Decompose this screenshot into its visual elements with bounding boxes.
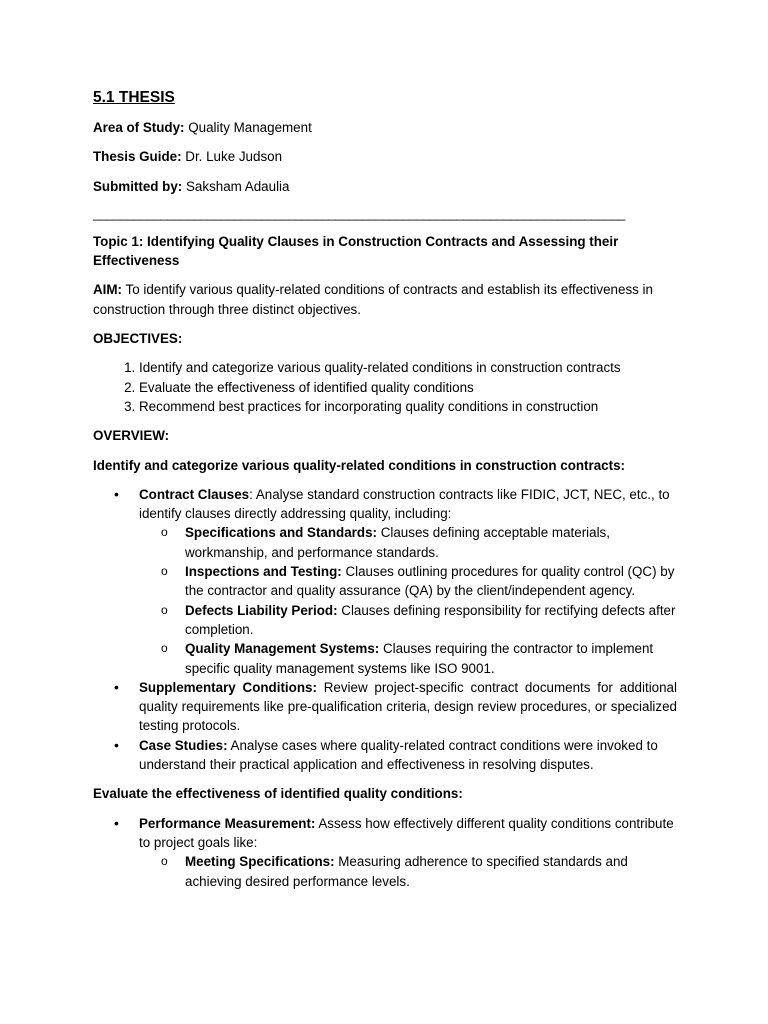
bullet-icon: • [114, 814, 119, 831]
sub-item-label: Specifications and Standards: [185, 525, 377, 541]
contract-clauses-sublist [139, 523, 677, 677]
bullet-icon: • [114, 678, 119, 695]
guide-value: Dr. Luke Judson [181, 149, 283, 165]
thesis-guide [93, 147, 677, 166]
sub-item-text: Clauses defining acceptable materials, workmanship, and performance standards. [185, 525, 610, 560]
item-text: Assess how effectively different quality conditions contribute to project goals like: [139, 815, 674, 850]
item-label: Case Studies: [139, 737, 228, 753]
horizontal-rule: _______________________________________________________________________________ [93, 205, 625, 221]
area-of-study [93, 118, 677, 137]
item-label: Supplementary Conditions: [139, 679, 317, 695]
performance-sublist [139, 852, 677, 891]
section1-list [93, 485, 677, 774]
section2-title: Evaluate the effectiveness of identified quality conditions: [93, 786, 463, 802]
item-text: Review project-specific contract documents for additional quality requirements like pre-qualification criteria, design review procedures, or specialized testing protocols. [139, 679, 677, 734]
sub-bullet-icon: o [161, 641, 168, 656]
bullet-icon: • [114, 485, 119, 502]
aim-paragraph [93, 280, 677, 319]
objective-item: 3. Recommend best practices for incorporating quality conditions in construction [139, 397, 677, 416]
sub-bullet-icon: o [161, 525, 168, 540]
sub-item-label: Inspections and Testing: [185, 564, 342, 580]
sub-item [139, 562, 677, 601]
sub-item [139, 523, 677, 562]
submitted-label: Submitted by: [93, 178, 183, 194]
guide-label: Thesis Guide: [93, 149, 182, 165]
sub-bullet-icon: o [161, 602, 168, 617]
objective-item: 1. Identify and categorize various quality-related conditions in construction contracts [139, 358, 677, 377]
document-body [93, 88, 677, 901]
sub-item-text: Clauses outlining procedures for quality control (QC) by the contractor and quality assurance (QA) by the client/independent agency. [185, 564, 675, 599]
performance-item [93, 814, 677, 891]
sub-item [139, 852, 677, 891]
submitted-by [93, 177, 677, 196]
item-label: Performance Measurement: [139, 815, 316, 831]
contract-clauses-item [93, 485, 677, 678]
sub-item-text: Measuring adherence to specified standards and achieving desired performance levels. [185, 854, 628, 889]
aim-text: To identify various quality-related conditions of contracts and establish its effectiveness in construction through three distinct objectives. [93, 282, 653, 317]
section2-list [93, 814, 677, 891]
item-label: Contract Clauses [139, 486, 250, 502]
case-studies-item [93, 736, 677, 775]
supplementary-item [93, 678, 677, 736]
sub-item [139, 601, 677, 640]
sub-item-label: Meeting Specifications: [185, 854, 335, 870]
item-text: Analyse cases where quality-related contract conditions were invoked to understand their practical application and effectiveness in resolving disputes. [139, 737, 658, 773]
aim-label: AIM: [93, 282, 123, 298]
sub-item-label: Quality Management Systems: [185, 641, 380, 657]
objectives-title: OBJECTIVES: [93, 331, 183, 347]
sub-item-text: Clauses defining responsibility for rectifying defects after completion. [185, 602, 676, 637]
sub-item [139, 639, 677, 678]
page-heading: 5.1 THESIS [93, 89, 175, 106]
objective-item: 2. Evaluate the effectiveness of identified quality conditions [139, 378, 677, 397]
topic-title: Topic 1: Identifying Quality Clauses in Construction Contracts and Assessing their Effectiveness [93, 233, 619, 269]
item-text: : Analyse standard construction contracts like FIDIC, JCT, NEC, etc., to identify clauses directly addressing quality, including: [139, 486, 670, 522]
sub-item-label: Defects Liability Period: [185, 602, 338, 618]
overview-title: OVERVIEW: [93, 428, 170, 444]
sub-bullet-icon: o [161, 564, 168, 579]
area-value: Quality Management [184, 120, 312, 135]
objectives-list [93, 358, 677, 416]
sub-bullet-icon: o [161, 854, 168, 869]
sub-item-text: Clauses requiring the contractor to implement specific quality management systems like ISO 9001. [185, 641, 654, 676]
bullet-icon: • [114, 736, 119, 753]
submitted-value: Saksham Adaulia [182, 178, 290, 194]
section1-title: Identify and categorize various quality-related conditions in construction contracts: [93, 457, 625, 473]
area-label: Area of Study: [93, 120, 185, 135]
